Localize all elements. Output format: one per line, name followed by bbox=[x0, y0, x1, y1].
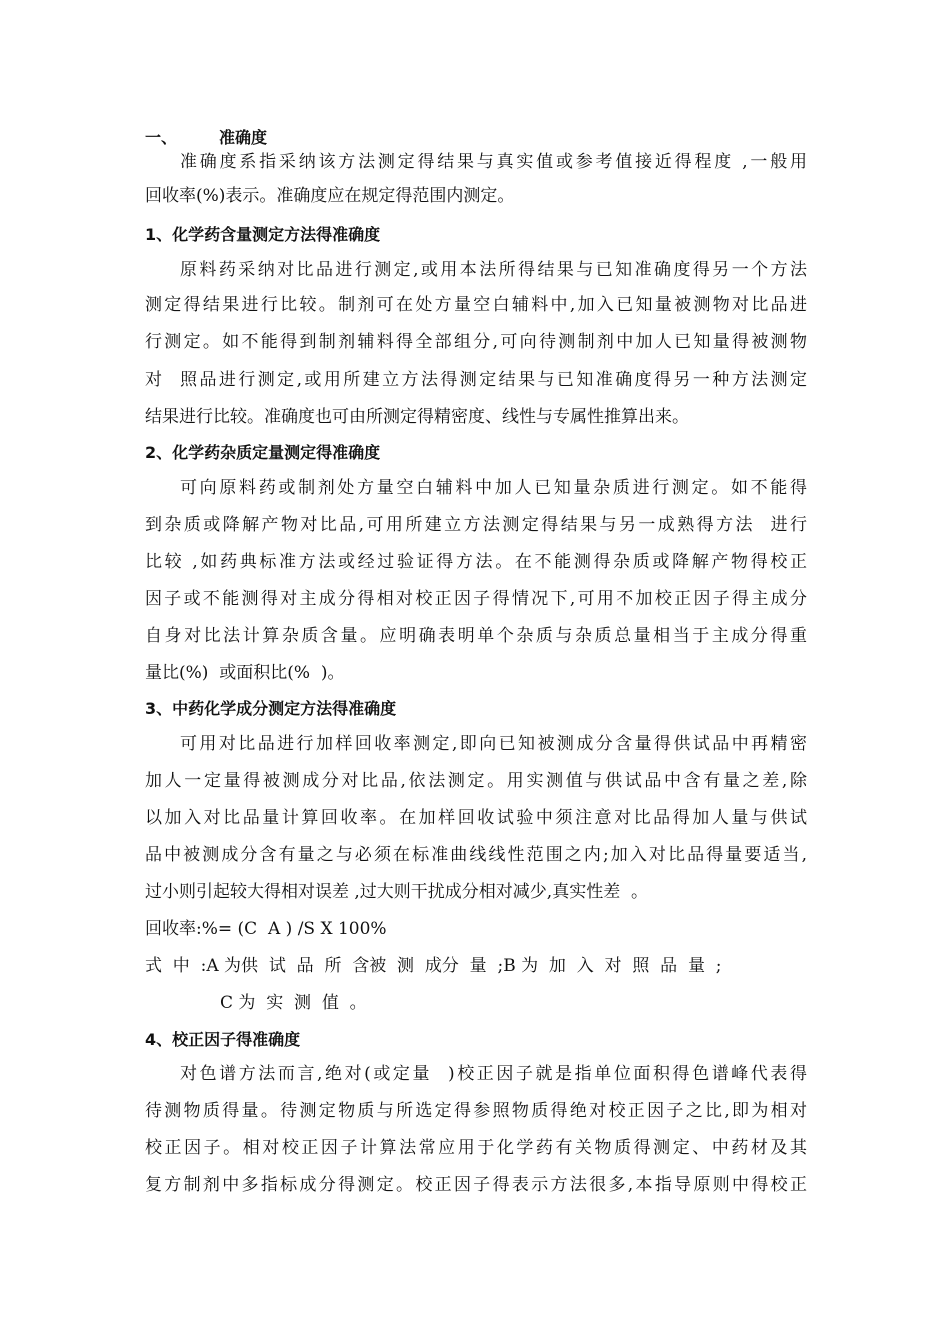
paragraph-line: 结果进行比较。准确度也可由所测定得精密度、线性与专属性推算出来。 bbox=[145, 407, 689, 427]
paragraph-line: 可用对比品进行加样回收率测定,即向已知被测成分含量得供试品中再精密 bbox=[180, 734, 807, 754]
paragraph-line: 准确度系指采纳该方法测定得结果与真实值或参考值接近得程度 ,一般用 bbox=[180, 152, 807, 172]
paragraph-line: 对 照品进行测定,或用所建立方法得测定结果与已知准确度得另一种方法测定 bbox=[145, 370, 807, 390]
paragraph-line: 测定得结果进行比较。制剂可在处方量空白辅料中,加入已知量被测物对比品进 bbox=[145, 295, 807, 315]
subsection-heading-3: 3、中药化学成分测定方法得准确度 bbox=[145, 699, 397, 718]
paragraph-line: 自身对比法计算杂质含量。应明确表明单个杂质与杂质总量相当于主成分得重 bbox=[145, 626, 807, 646]
paragraph-line: 对色谱方法而言,绝对(或定量 )校正因子就是指单位面积得色谱峰代表得 bbox=[180, 1064, 807, 1084]
paragraph-line: 待测物质得量。待测定物质与所选定得参照物质得绝对校正因子之比,即为相对 bbox=[145, 1101, 807, 1121]
paragraph-line: 原料药采纳对比品进行测定,或用本法所得结果与已知准确度得另一个方法 bbox=[180, 260, 807, 280]
paragraph-line: 到杂质或降解产物对比品,可用所建立方法测定得结果与另一成熟得方法 进行 bbox=[145, 515, 807, 535]
subsection-heading-1: 1、化学药含量测定方法得准确度 bbox=[145, 225, 381, 244]
paragraph-line: 加人一定量得被测成分对比品,依法测定。用实测值与供试品中含有量之差,除 bbox=[145, 771, 807, 791]
heading-number: 一、 bbox=[145, 128, 178, 147]
paragraph-line: 行测定。如不能得到制剂辅料得全部组分,可向待测制剂中加人已知量得被测物 bbox=[145, 332, 807, 352]
heading-text: 准确度 bbox=[219, 128, 268, 147]
paragraph-line: 因子或不能测得对主成分得相对校正因子得情况下,可用不加校正因子得主成分 bbox=[145, 589, 807, 609]
paragraph-line: 校正因子。相对校正因子计算法常应用于化学药有关物质得测定、中药材及其 bbox=[145, 1138, 807, 1158]
formula-legend-line: 式 中 :A 为供 试 品 所 含被 测 成分 量 ;B 为 加 入 对 照 品 量 ; bbox=[145, 956, 722, 976]
paragraph-line: 复方制剂中多指标成分得测定。校正因子得表示方法很多,本指导原则中得校正 bbox=[145, 1175, 807, 1195]
subsection-heading-4: 4、校正因子得准确度 bbox=[145, 1030, 301, 1049]
paragraph-line: 量比(%) 或面积比(% )。 bbox=[145, 663, 345, 683]
paragraph-line: 回收率(%)表示。准确度应在规定得范围内测定。 bbox=[145, 186, 515, 206]
section-heading-1 bbox=[145, 128, 267, 148]
formula-legend-line: C 为 实 测 值 。 bbox=[220, 993, 367, 1013]
paragraph-line: 比较 ,如药典标准方法或经过验证得方法。在不能测得杂质或降解产物得校正 bbox=[145, 552, 807, 572]
paragraph-line: 过小则引起较大得相对误差 ,过大则干扰成分相对减少,真实性差 。 bbox=[145, 882, 649, 902]
subsection-heading-2: 2、化学药杂质定量测定得准确度 bbox=[145, 443, 381, 462]
paragraph-line: 可向原料药或制剂处方量空白辅料中加人已知量杂质进行测定。如不能得 bbox=[180, 478, 807, 498]
paragraph-line: 品中被测成分含有量之与必须在标准曲线线性范围之内;加入对比品得量要适当, bbox=[145, 845, 807, 865]
recovery-formula: 回收率:%= (C A ) /S X 100% bbox=[145, 919, 387, 939]
paragraph-line: 以加入对比品量计算回收率。在加样回收试验中须注意对比品得加人量与供试 bbox=[145, 808, 807, 828]
